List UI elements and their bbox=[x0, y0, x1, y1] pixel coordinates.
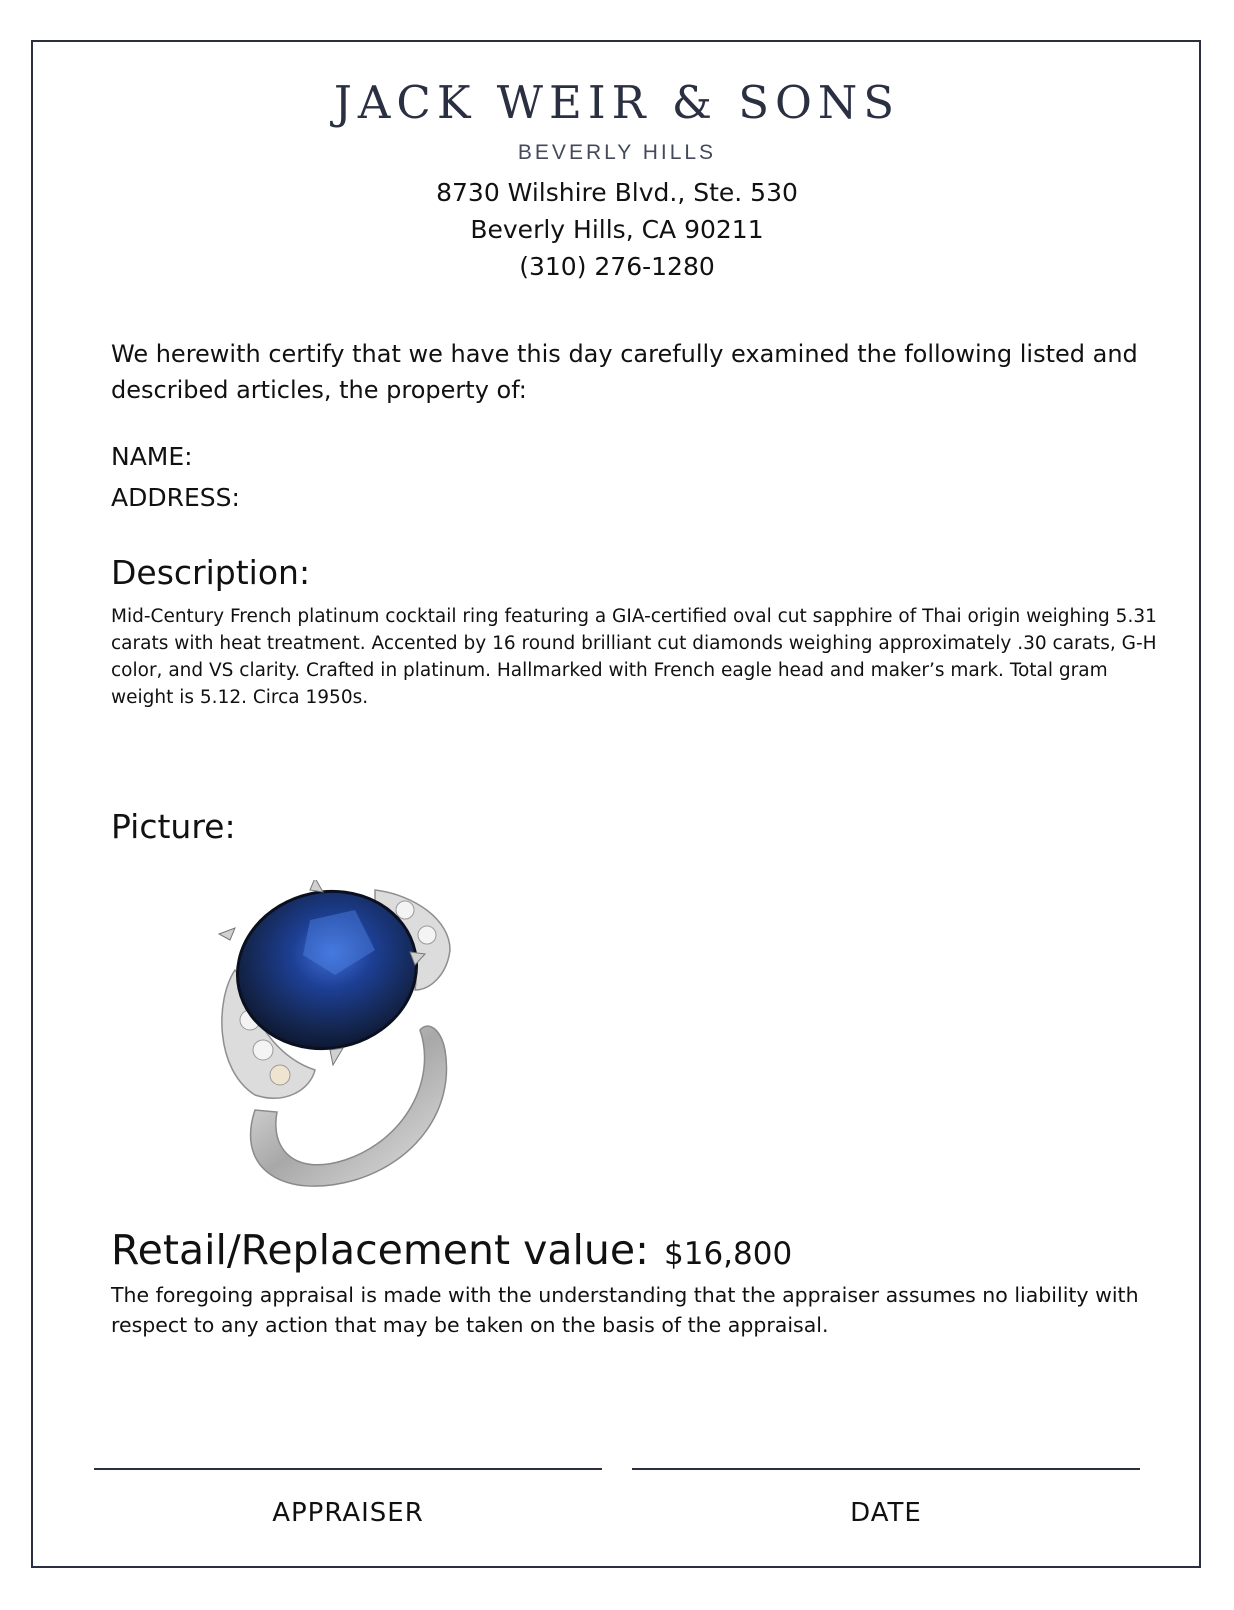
description-heading: Description: bbox=[111, 553, 311, 592]
picture-heading: Picture: bbox=[111, 807, 236, 846]
phone-number: (310) 276-1280 bbox=[519, 252, 715, 281]
company-location: BEVERLY HILLS bbox=[517, 141, 717, 164]
item-description: Mid-Century French platinum cocktail ring featuring a GIA-certified oval cut sapphire of Thai origin weighing 5.31 carats with heat treatment. Accented by 16 round brilliant cut diamonds weighing approximately .30 carats, G-H color, and VS clarity. Crafted in platinum. Hallmarked with French eagle head and maker’s mark. Total gram weight is 5.12. Circa 1950s. bbox=[111, 606, 1157, 708]
address-line-2: Beverly Hills, CA 90211 bbox=[470, 215, 764, 244]
certification-intro: We herewith certify that we have this day carefully examined the following listed and described articles, the property of: bbox=[111, 340, 1138, 404]
address-line-1: 8730 Wilshire Blvd., Ste. 530 bbox=[436, 178, 798, 207]
value-label: Retail/Replacement value: bbox=[111, 1226, 649, 1274]
date-signature-line bbox=[632, 1468, 1140, 1470]
date-label: DATE bbox=[850, 1498, 922, 1528]
sapphire-ring-image bbox=[215, 880, 485, 1210]
appraisal-disclaimer: The foregoing appraisal is made with the understanding that the appraiser assumes no liability with respect to any action that may be taken on the basis of the appraisal. bbox=[111, 1283, 1139, 1337]
appraiser-signature-line bbox=[94, 1468, 602, 1470]
ring-photo bbox=[215, 880, 485, 1210]
name-label: NAME: bbox=[111, 442, 193, 471]
value-row bbox=[111, 1226, 792, 1274]
appraiser-label: APPRAISER bbox=[272, 1498, 424, 1528]
company-name: JACK WEIR & SONS bbox=[333, 76, 901, 129]
address-label: ADDRESS: bbox=[111, 483, 240, 512]
value-amount: $16,800 bbox=[664, 1236, 793, 1272]
